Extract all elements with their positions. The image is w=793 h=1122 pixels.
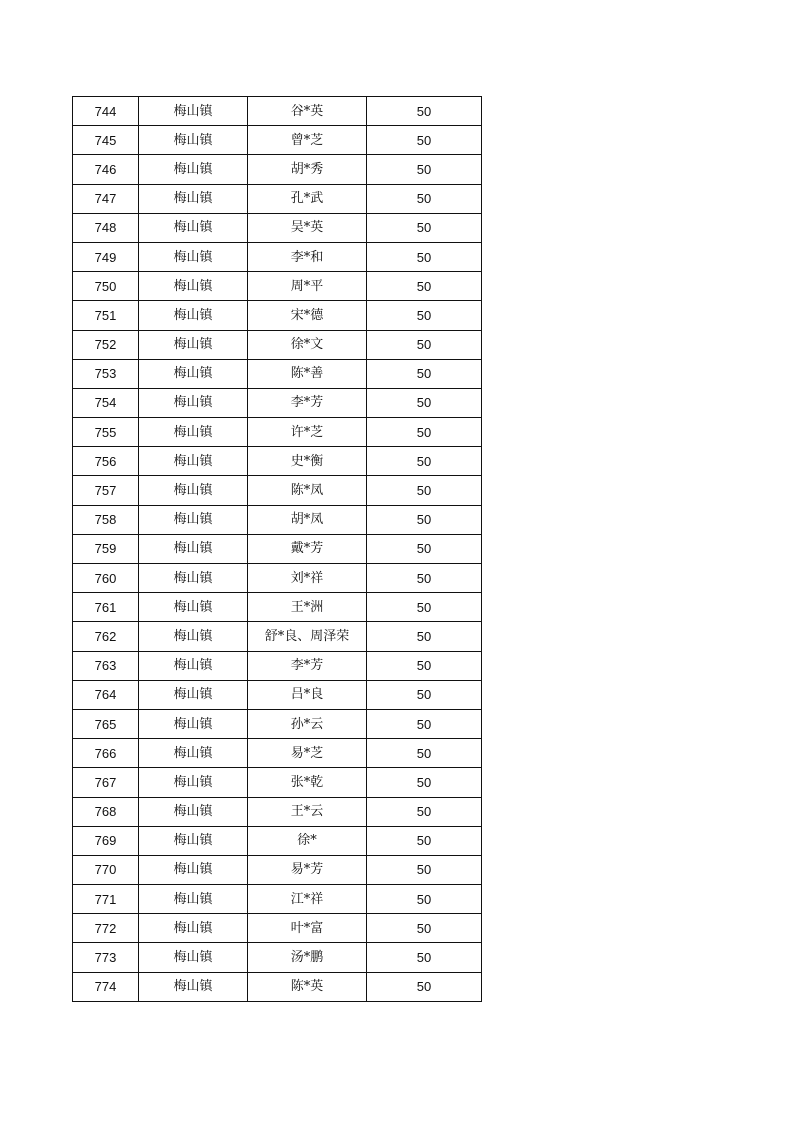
table-row <box>73 359 482 388</box>
town-cell: 梅山镇 <box>139 476 248 505</box>
town-cell: 梅山镇 <box>139 622 248 651</box>
town-cell: 梅山镇 <box>139 797 248 826</box>
town-cell: 梅山镇 <box>139 914 248 943</box>
table-row <box>73 593 482 622</box>
town-cell: 梅山镇 <box>139 972 248 1001</box>
name-cell: 孙*云 <box>248 709 367 738</box>
name-cell: 吕*良 <box>248 680 367 709</box>
row-number-cell: 747 <box>73 184 139 213</box>
amount-cell: 50 <box>367 768 482 797</box>
amount-cell: 50 <box>367 447 482 476</box>
amount-cell: 50 <box>367 534 482 563</box>
row-number-cell: 746 <box>73 155 139 184</box>
amount-cell: 50 <box>367 388 482 417</box>
table-row <box>73 505 482 534</box>
table-row <box>73 242 482 271</box>
row-number-cell: 748 <box>73 213 139 242</box>
name-cell: 胡*秀 <box>248 155 367 184</box>
name-cell: 陈*英 <box>248 972 367 1001</box>
table-row <box>73 213 482 242</box>
name-cell: 曾*芝 <box>248 126 367 155</box>
row-number-cell: 754 <box>73 388 139 417</box>
table-row <box>73 564 482 593</box>
row-number-cell: 755 <box>73 418 139 447</box>
name-cell: 王*云 <box>248 797 367 826</box>
row-number-cell: 770 <box>73 855 139 884</box>
amount-cell: 50 <box>367 855 482 884</box>
table-row <box>73 476 482 505</box>
amount-cell: 50 <box>367 885 482 914</box>
row-number-cell: 764 <box>73 680 139 709</box>
amount-cell: 50 <box>367 418 482 447</box>
amount-cell: 50 <box>367 943 482 972</box>
table-row <box>73 797 482 826</box>
row-number-cell: 749 <box>73 242 139 271</box>
table-row <box>73 709 482 738</box>
row-number-cell: 756 <box>73 447 139 476</box>
amount-cell: 50 <box>367 242 482 271</box>
amount-cell: 50 <box>367 680 482 709</box>
town-cell: 梅山镇 <box>139 272 248 301</box>
table-row <box>73 301 482 330</box>
amount-cell: 50 <box>367 797 482 826</box>
town-cell: 梅山镇 <box>139 97 248 126</box>
row-number-cell: 752 <box>73 330 139 359</box>
row-number-cell: 773 <box>73 943 139 972</box>
table-row <box>73 885 482 914</box>
amount-cell: 50 <box>367 972 482 1001</box>
amount-cell: 50 <box>367 330 482 359</box>
table-row <box>73 126 482 155</box>
town-cell: 梅山镇 <box>139 885 248 914</box>
name-cell: 李*芳 <box>248 651 367 680</box>
name-cell: 戴*芳 <box>248 534 367 563</box>
town-cell: 梅山镇 <box>139 301 248 330</box>
data-table <box>72 96 482 1002</box>
town-cell: 梅山镇 <box>139 242 248 271</box>
name-cell: 易*芳 <box>248 855 367 884</box>
table-row <box>73 826 482 855</box>
table-row <box>73 943 482 972</box>
amount-cell: 50 <box>367 272 482 301</box>
table-row <box>73 739 482 768</box>
row-number-cell: 763 <box>73 651 139 680</box>
name-cell: 李*和 <box>248 242 367 271</box>
row-number-cell: 769 <box>73 826 139 855</box>
row-number-cell: 767 <box>73 768 139 797</box>
row-number-cell: 757 <box>73 476 139 505</box>
amount-cell: 50 <box>367 97 482 126</box>
amount-cell: 50 <box>367 505 482 534</box>
amount-cell: 50 <box>367 126 482 155</box>
table-row <box>73 972 482 1001</box>
amount-cell: 50 <box>367 622 482 651</box>
amount-cell: 50 <box>367 155 482 184</box>
table-row <box>73 680 482 709</box>
table-body <box>73 97 482 1002</box>
name-cell: 徐*文 <box>248 330 367 359</box>
table-row <box>73 855 482 884</box>
row-number-cell: 768 <box>73 797 139 826</box>
table-row <box>73 388 482 417</box>
name-cell: 陈*凤 <box>248 476 367 505</box>
amount-cell: 50 <box>367 826 482 855</box>
name-cell: 李*芳 <box>248 388 367 417</box>
table-row <box>73 768 482 797</box>
table-row <box>73 418 482 447</box>
town-cell: 梅山镇 <box>139 709 248 738</box>
table-row <box>73 330 482 359</box>
town-cell: 梅山镇 <box>139 534 248 563</box>
name-cell: 许*芝 <box>248 418 367 447</box>
town-cell: 梅山镇 <box>139 943 248 972</box>
name-cell: 陈*善 <box>248 359 367 388</box>
table-row <box>73 651 482 680</box>
name-cell: 汤*鹏 <box>248 943 367 972</box>
table-row <box>73 272 482 301</box>
name-cell: 刘*祥 <box>248 564 367 593</box>
town-cell: 梅山镇 <box>139 359 248 388</box>
town-cell: 梅山镇 <box>139 651 248 680</box>
town-cell: 梅山镇 <box>139 855 248 884</box>
town-cell: 梅山镇 <box>139 213 248 242</box>
town-cell: 梅山镇 <box>139 330 248 359</box>
amount-cell: 50 <box>367 739 482 768</box>
town-cell: 梅山镇 <box>139 593 248 622</box>
row-number-cell: 759 <box>73 534 139 563</box>
row-number-cell: 766 <box>73 739 139 768</box>
row-number-cell: 753 <box>73 359 139 388</box>
table-row <box>73 622 482 651</box>
name-cell: 胡*凤 <box>248 505 367 534</box>
row-number-cell: 750 <box>73 272 139 301</box>
amount-cell: 50 <box>367 709 482 738</box>
amount-cell: 50 <box>367 476 482 505</box>
amount-cell: 50 <box>367 564 482 593</box>
name-cell: 徐* <box>248 826 367 855</box>
name-cell: 舒*良、周泽荣 <box>248 622 367 651</box>
row-number-cell: 751 <box>73 301 139 330</box>
name-cell: 史*衡 <box>248 447 367 476</box>
table-row <box>73 534 482 563</box>
town-cell: 梅山镇 <box>139 680 248 709</box>
name-cell: 吴*英 <box>248 213 367 242</box>
amount-cell: 50 <box>367 359 482 388</box>
town-cell: 梅山镇 <box>139 388 248 417</box>
name-cell: 叶*富 <box>248 914 367 943</box>
table-row <box>73 914 482 943</box>
name-cell: 江*祥 <box>248 885 367 914</box>
name-cell: 周*平 <box>248 272 367 301</box>
row-number-cell: 762 <box>73 622 139 651</box>
amount-cell: 50 <box>367 301 482 330</box>
row-number-cell: 772 <box>73 914 139 943</box>
row-number-cell: 745 <box>73 126 139 155</box>
town-cell: 梅山镇 <box>139 826 248 855</box>
name-cell: 王*洲 <box>248 593 367 622</box>
amount-cell: 50 <box>367 213 482 242</box>
row-number-cell: 760 <box>73 564 139 593</box>
town-cell: 梅山镇 <box>139 184 248 213</box>
row-number-cell: 765 <box>73 709 139 738</box>
table-row <box>73 184 482 213</box>
town-cell: 梅山镇 <box>139 564 248 593</box>
row-number-cell: 774 <box>73 972 139 1001</box>
town-cell: 梅山镇 <box>139 155 248 184</box>
town-cell: 梅山镇 <box>139 418 248 447</box>
town-cell: 梅山镇 <box>139 505 248 534</box>
name-cell: 谷*英 <box>248 97 367 126</box>
town-cell: 梅山镇 <box>139 447 248 476</box>
town-cell: 梅山镇 <box>139 768 248 797</box>
amount-cell: 50 <box>367 914 482 943</box>
town-cell: 梅山镇 <box>139 739 248 768</box>
row-number-cell: 744 <box>73 97 139 126</box>
name-cell: 孔*武 <box>248 184 367 213</box>
row-number-cell: 758 <box>73 505 139 534</box>
amount-cell: 50 <box>367 593 482 622</box>
amount-cell: 50 <box>367 651 482 680</box>
row-number-cell: 761 <box>73 593 139 622</box>
name-cell: 宋*德 <box>248 301 367 330</box>
name-cell: 易*芝 <box>248 739 367 768</box>
table-row <box>73 155 482 184</box>
amount-cell: 50 <box>367 184 482 213</box>
town-cell: 梅山镇 <box>139 126 248 155</box>
table-row <box>73 97 482 126</box>
name-cell: 张*乾 <box>248 768 367 797</box>
row-number-cell: 771 <box>73 885 139 914</box>
table-row <box>73 447 482 476</box>
